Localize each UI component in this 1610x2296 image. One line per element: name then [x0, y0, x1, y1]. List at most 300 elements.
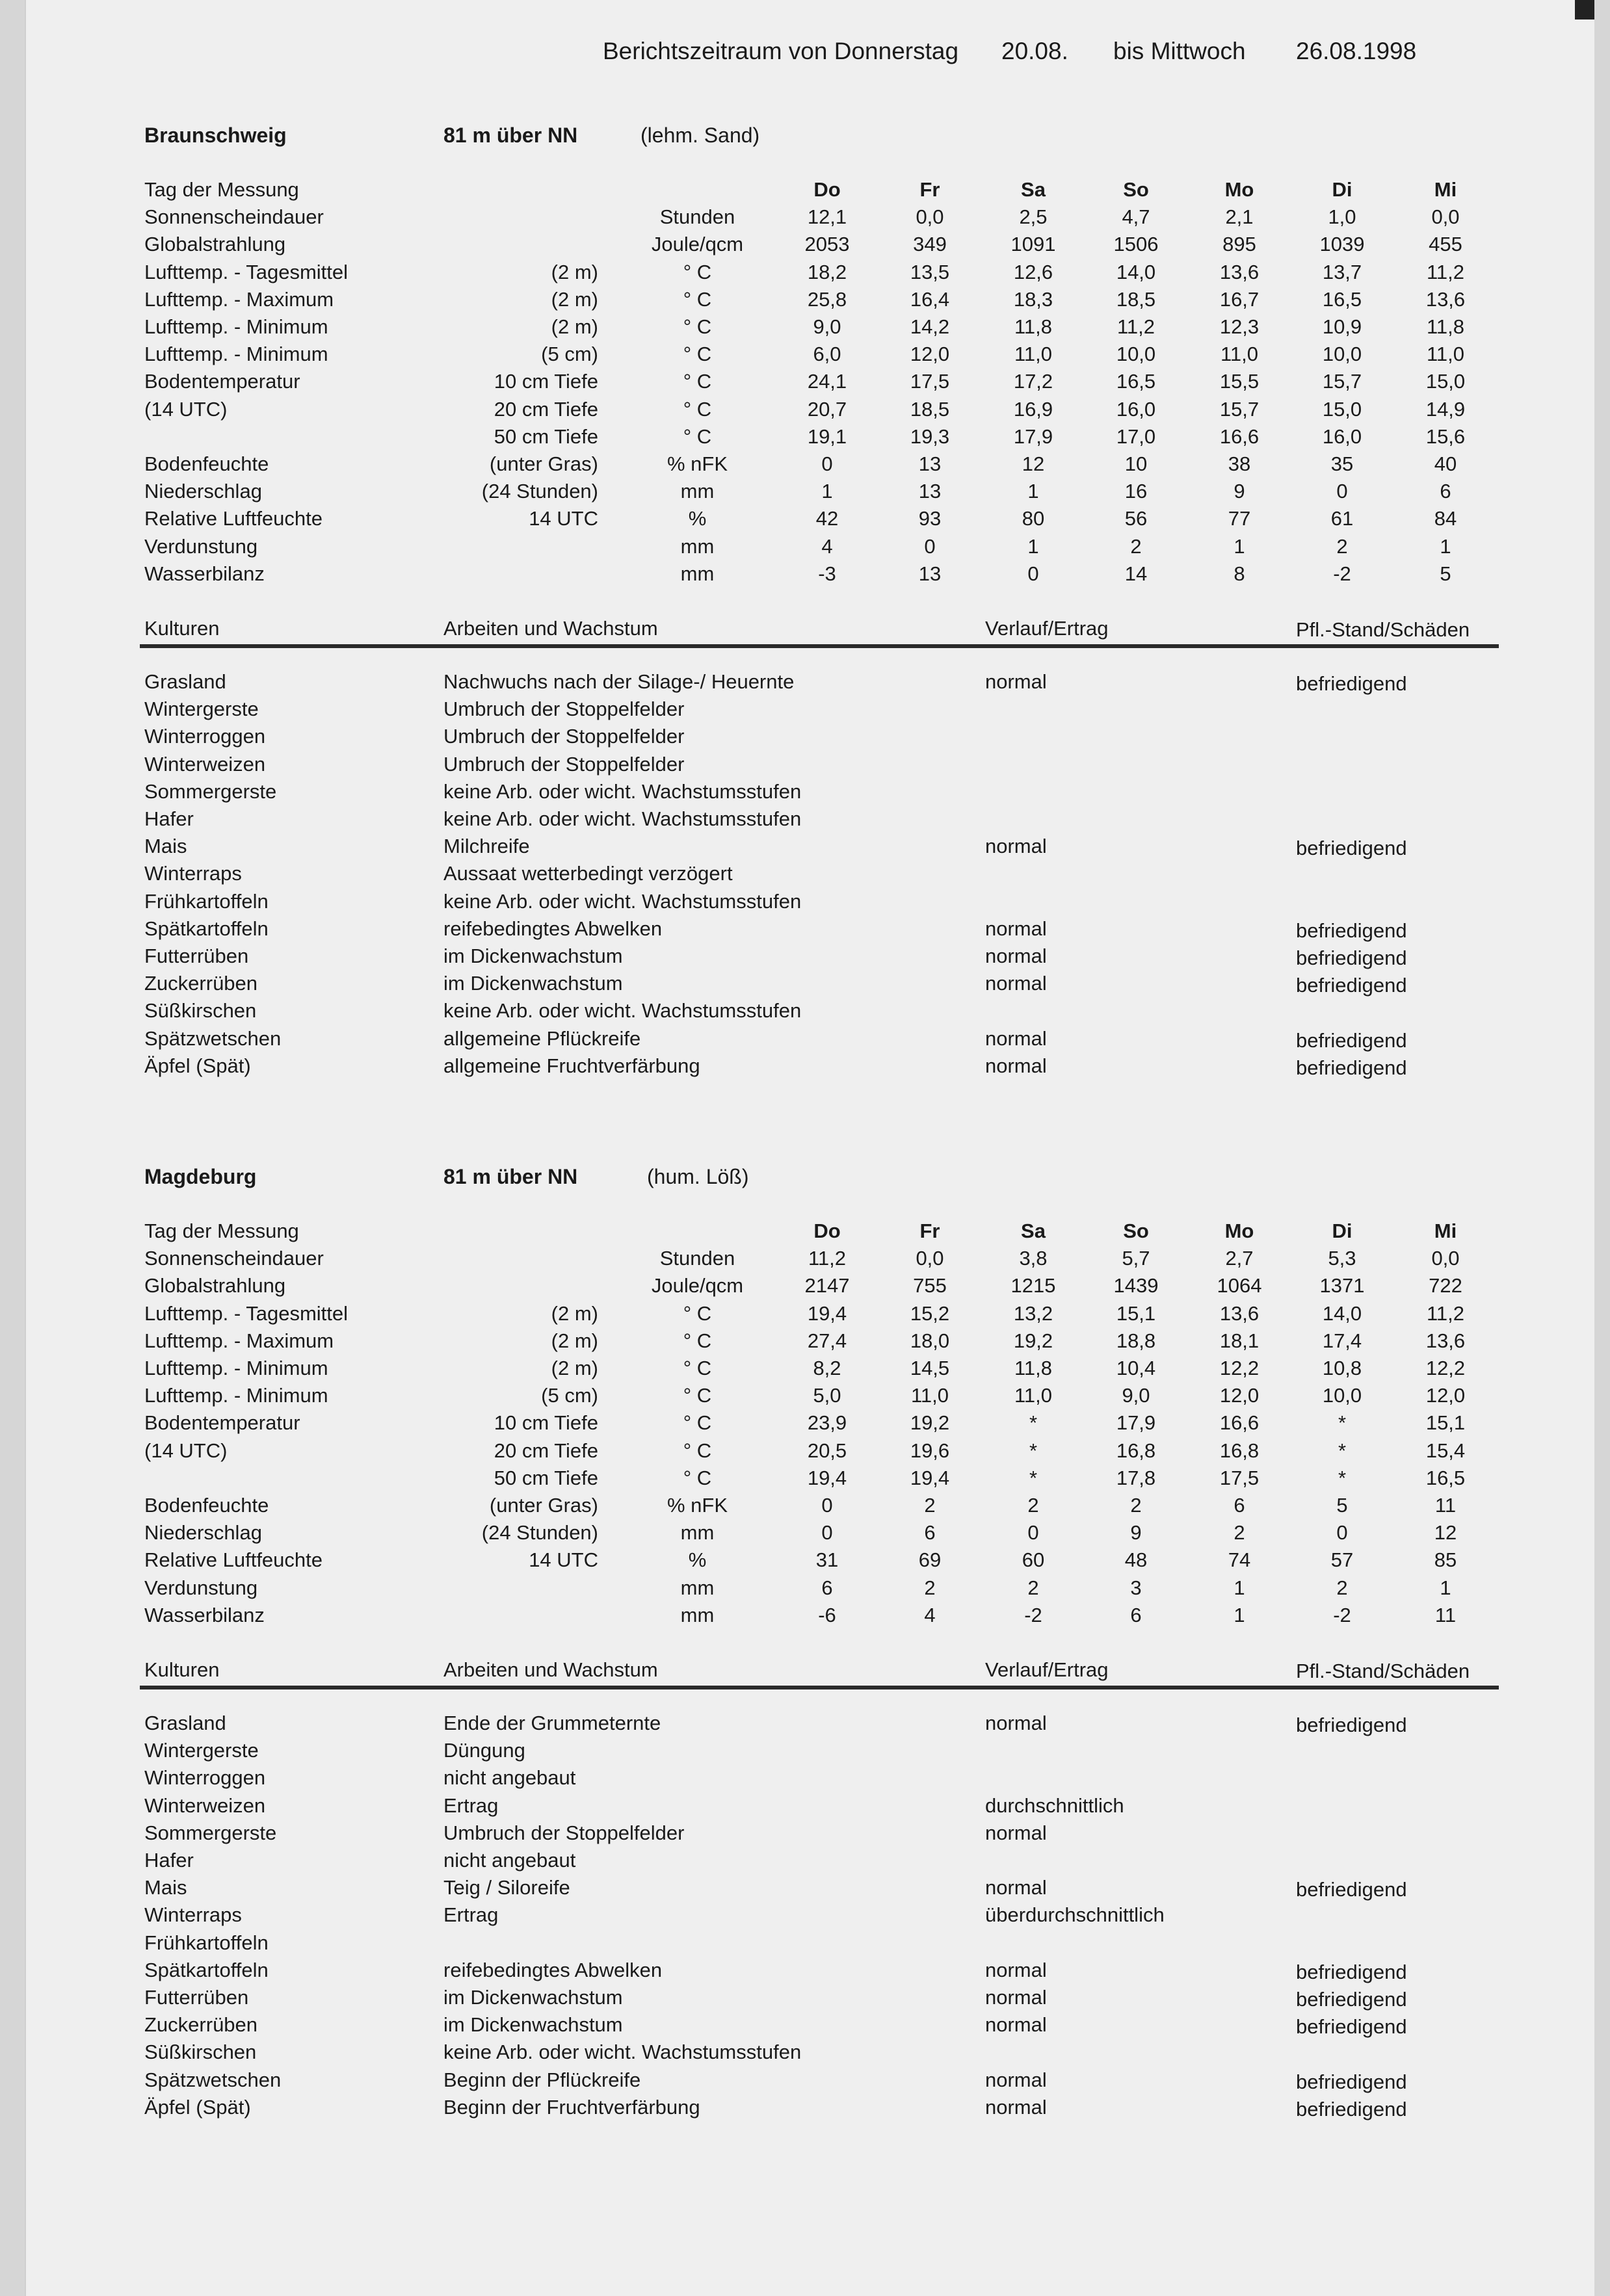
measurement-value: 12,0: [1425, 1384, 1466, 1407]
measurement-value: 16,6: [1219, 425, 1260, 448]
measurement-value: 19,4: [910, 1467, 950, 1489]
measurement-value: -3: [818, 562, 836, 585]
measurement-label: Niederschlag: [144, 1521, 262, 1544]
measurement-value: 60: [1022, 1548, 1045, 1571]
measurement-qualifier: (5 cm): [541, 1384, 598, 1407]
soil-type: (hum. Löß): [647, 1165, 749, 1188]
measurement-value: 1215: [1010, 1274, 1056, 1297]
measurement-row: [0, 261, 1610, 288]
measurement-row: [0, 398, 1610, 425]
crop-work: Ertrag: [443, 1794, 499, 1817]
measurement-value: 80: [1022, 507, 1045, 530]
measurement-value: 17,9: [1116, 1411, 1156, 1434]
measurement-unit: ° C: [683, 1411, 712, 1434]
measurement-unit: ° C: [683, 1302, 712, 1325]
measurement-row: [0, 425, 1610, 452]
measurement-value: 13: [918, 480, 942, 502]
measurement-value: 19,4: [807, 1302, 847, 1325]
measurement-value: 16,0: [1116, 398, 1156, 421]
measurement-value: 13,6: [1219, 261, 1260, 283]
measurement-value: 17,4: [1322, 1329, 1362, 1352]
crop-name: Frühkartoffeln: [144, 890, 269, 913]
measurement-qualifier: 20 cm Tiefe: [494, 1439, 598, 1462]
crop-name: Winterroggen: [144, 1766, 266, 1789]
crop-row: [0, 1986, 1610, 2013]
measurement-value: 0: [821, 1521, 833, 1544]
measurement-value: 18,1: [1219, 1329, 1260, 1352]
measurement-value: 85: [1434, 1548, 1457, 1571]
measurement-value: *: [1338, 1411, 1347, 1434]
measurement-row: [0, 507, 1610, 534]
measurement-value: 15,4: [1425, 1439, 1466, 1462]
measurement-value: 15,0: [1322, 398, 1362, 421]
measurement-value: 0: [821, 452, 833, 475]
measurement-value: 42: [815, 507, 839, 530]
station-elevation: 81 m über NN: [443, 124, 578, 147]
measurement-qualifier: (2 m): [551, 315, 598, 338]
measurement-value: 1,0: [1328, 205, 1356, 228]
measurement-unit: Joule/qcm: [651, 233, 744, 255]
measurement-qualifier: (5 cm): [541, 343, 598, 365]
measurement-label: Wasserbilanz: [144, 562, 265, 585]
crop-name: Äpfel (Spät): [144, 1054, 251, 1077]
crop-verlauf: durchschnittlich: [985, 1794, 1124, 1817]
measurement-value: 4: [924, 1604, 936, 1626]
measurement-value: 1: [1027, 535, 1039, 558]
measurement-value: 57: [1330, 1548, 1354, 1571]
scan-corner-mark: [1575, 0, 1594, 20]
measurement-row: [0, 205, 1610, 233]
measurement-value: 12,2: [1219, 1357, 1260, 1379]
crop-verlauf: normal: [985, 835, 1047, 857]
stand-col-header: Pfl.-Stand/Schäden: [1296, 1660, 1470, 1682]
crop-work: allgemeine Fruchtverfärbung: [443, 1054, 700, 1077]
crop-row: [0, 1849, 1610, 1876]
measurement-label: Lufttemp. - Tagesmittel: [144, 261, 349, 283]
measurement-value: 1: [1234, 535, 1245, 558]
measurement-value: 13: [918, 452, 942, 475]
measurement-value: 2: [924, 1494, 936, 1517]
measurement-value: 13,6: [1219, 1302, 1260, 1325]
measurement-value: 16,6: [1219, 1411, 1260, 1434]
measurement-value: *: [1338, 1467, 1347, 1489]
measurement-value: 11,0: [1220, 343, 1259, 365]
measurement-value: 11,0: [910, 1384, 949, 1407]
measurement-value: 755: [913, 1274, 947, 1297]
measurement-value: 16,7: [1219, 288, 1260, 311]
measurement-value: 17,5: [1219, 1467, 1260, 1489]
measurement-value: 2: [1130, 535, 1142, 558]
measurement-unit: % nFK: [666, 452, 728, 475]
measurement-value: 20,7: [807, 398, 847, 421]
crop-row: [0, 1712, 1610, 1739]
measurement-value: 14,5: [910, 1357, 950, 1379]
station-name: Magdeburg: [144, 1165, 257, 1188]
measurement-value: 349: [913, 233, 947, 255]
measurement-value: 2: [924, 1576, 936, 1599]
measurement-value: 15,2: [910, 1302, 950, 1325]
crop-verlauf: normal: [985, 2068, 1047, 2091]
crop-work: Ende der Grummeternte: [443, 1712, 661, 1734]
crop-name: Süßkirschen: [144, 2041, 257, 2063]
measurement-value: 40: [1434, 452, 1457, 475]
crop-verlauf: normal: [985, 1876, 1047, 1899]
measurement-value: 15,5: [1219, 370, 1260, 393]
measurement-unit: %: [688, 1548, 707, 1571]
measurement-unit: ° C: [683, 1467, 712, 1489]
measurement-value: 19,2: [910, 1411, 950, 1434]
measurement-label: Lufttemp. - Minimum: [144, 1384, 328, 1407]
measurement-value: 3,8: [1019, 1247, 1048, 1270]
measurement-value: 11,2: [1116, 315, 1155, 338]
crop-verlauf: normal: [985, 2013, 1047, 2036]
measurement-value: 15,1: [1425, 1411, 1466, 1434]
measurement-value: 10,4: [1116, 1357, 1156, 1379]
measurement-value: 77: [1228, 507, 1251, 530]
measurement-row: [0, 315, 1610, 343]
measurement-value: 69: [918, 1548, 942, 1571]
crop-row: [0, 780, 1610, 807]
measurement-value: 16: [1124, 480, 1148, 502]
measurement-value: 18,0: [910, 1329, 950, 1352]
measurement-label: Sonnenscheindauer: [144, 205, 324, 228]
measurement-value: 12,3: [1219, 315, 1260, 338]
measurement-qualifier: (unter Gras): [489, 1494, 598, 1517]
measurement-label: Lufttemp. - Maximum: [144, 288, 334, 311]
measurement-value: 14,9: [1425, 398, 1466, 421]
verlauf-col-header: Verlauf/Ertrag: [985, 617, 1109, 640]
measurement-label: Bodentemperatur: [144, 1411, 300, 1434]
measurement-value: 2,5: [1019, 205, 1048, 228]
measurement-row: [0, 1357, 1610, 1384]
measurement-value: 11,8: [1426, 315, 1465, 338]
measurement-unit: ° C: [683, 1439, 712, 1462]
measurement-value: 15,6: [1425, 425, 1466, 448]
measurement-unit: mm: [680, 535, 715, 558]
soil-type: (lehm. Sand): [640, 124, 760, 147]
measurement-value: 2: [1336, 535, 1348, 558]
crop-name: Hafer: [144, 1849, 194, 1872]
crop-name: Mais: [144, 835, 187, 857]
measurement-qualifier: (unter Gras): [489, 452, 598, 475]
measurement-value: -2: [1333, 562, 1351, 585]
period-start-date: 20.08.: [1001, 38, 1068, 64]
measurement-value: 74: [1228, 1548, 1251, 1571]
measurement-value: -6: [818, 1604, 836, 1626]
crop-row: [0, 1739, 1610, 1766]
measurement-value: 10,0: [1322, 343, 1362, 365]
crop-verlauf: normal: [985, 1027, 1047, 1050]
measurement-value: 5,7: [1122, 1247, 1150, 1270]
crop-row: [0, 1821, 1610, 1849]
measurement-unit: ° C: [683, 1357, 712, 1379]
measurement-value: 18,5: [1116, 288, 1156, 311]
crop-work: keine Arb. oder wicht. Wachstumsstufen: [443, 780, 802, 803]
measurement-row: [0, 1521, 1610, 1548]
crop-verlauf: normal: [985, 670, 1047, 693]
measurement-value: 5,0: [813, 1384, 841, 1407]
measurement-value: 16,5: [1425, 1467, 1466, 1489]
measurement-value: 38: [1228, 452, 1251, 475]
measurement-row: [0, 1274, 1610, 1301]
measurement-value: 2,1: [1225, 205, 1254, 228]
measurement-value: 20,5: [807, 1439, 847, 1462]
measurement-unit: ° C: [683, 1329, 712, 1352]
measurement-value: 2053: [804, 233, 850, 255]
crop-name: Winterweizen: [144, 1794, 266, 1817]
crop-name: Spätkartoffeln: [144, 1959, 269, 1981]
crop-work: allgemeine Pflückreife: [443, 1027, 641, 1050]
measurement-value: 10: [1124, 452, 1148, 475]
measurement-value: 8: [1234, 562, 1245, 585]
crop-row: [0, 1959, 1610, 1986]
measurement-value: 0: [1027, 1521, 1039, 1544]
measurement-row: [0, 1302, 1610, 1329]
measurement-label: (14 UTC): [144, 1439, 228, 1462]
measurement-value: 895: [1222, 233, 1256, 255]
measurement-value: 6,0: [813, 343, 841, 365]
crop-work: Teig / Siloreife: [443, 1876, 570, 1899]
measurement-unit: %: [688, 507, 707, 530]
measurement-value: 1371: [1319, 1274, 1365, 1297]
measurement-value: 6: [1130, 1604, 1142, 1626]
measurement-value: 15,7: [1322, 370, 1362, 393]
measurement-value: *: [1029, 1411, 1038, 1434]
measurement-value: 2: [1336, 1576, 1348, 1599]
measurement-value: 19,4: [807, 1467, 847, 1489]
measurement-value: 17,8: [1116, 1467, 1156, 1489]
measurement-value: 12,0: [910, 343, 950, 365]
crop-work: Beginn der Pflückreife: [443, 2068, 641, 2091]
crop-verlauf: normal: [985, 1712, 1047, 1734]
measurement-value: 11,8: [1014, 315, 1053, 338]
crop-work: Umbruch der Stoppelfelder: [443, 725, 685, 748]
measurement-value: 17,0: [1116, 425, 1156, 448]
measurement-unit: ° C: [683, 261, 712, 283]
crop-row: [0, 807, 1610, 835]
measurement-unit: mm: [680, 562, 715, 585]
crop-name: Süßkirschen: [144, 999, 257, 1022]
measurement-value: 12: [1022, 452, 1045, 475]
measurement-value: 16,0: [1322, 425, 1362, 448]
measurement-value: 2: [1027, 1576, 1039, 1599]
crop-name: Wintergerste: [144, 698, 259, 720]
arbeiten-col-header: Arbeiten und Wachstum: [443, 1658, 658, 1681]
crop-row: [0, 2041, 1610, 2068]
crop-stand: befriedigend: [1296, 974, 1407, 997]
measurement-unit: ° C: [683, 315, 712, 338]
measurement-value: 455: [1429, 233, 1462, 255]
measurement-row: [0, 1576, 1610, 1604]
crop-name: Grasland: [144, 670, 226, 693]
crop-row: [0, 725, 1610, 752]
day-header-cell: Mi: [1434, 178, 1457, 201]
measurement-value: 1: [821, 480, 833, 502]
measurement-value: 2: [1027, 1494, 1039, 1517]
crop-work: nicht angebaut: [443, 1766, 576, 1789]
measurement-value: 13,6: [1425, 288, 1466, 311]
measurement-value: 17,9: [1013, 425, 1053, 448]
measurement-unit: Stunden: [659, 1247, 735, 1270]
crop-name: Äpfel (Spät): [144, 2096, 251, 2119]
measurement-value: 10,9: [1322, 315, 1362, 338]
kulturen-header: [0, 617, 1610, 644]
measurement-row: [0, 1467, 1610, 1494]
measurement-value: 2: [1130, 1494, 1142, 1517]
crop-row: [0, 999, 1610, 1026]
measurement-unit: % nFK: [666, 1494, 728, 1517]
measurement-qualifier: 20 cm Tiefe: [494, 398, 598, 421]
measurement-value: 84: [1434, 507, 1457, 530]
crop-row: [0, 1794, 1610, 1821]
measurement-value: 18,3: [1013, 288, 1053, 311]
measurement-value: 11,2: [1426, 261, 1465, 283]
measurement-value: 1039: [1319, 233, 1365, 255]
crop-work: keine Arb. oder wicht. Wachstumsstufen: [443, 999, 802, 1022]
day-header-row: [0, 178, 1610, 205]
measurement-label: Verdunstung: [144, 535, 258, 558]
measurement-value: 0,0: [1431, 1247, 1460, 1270]
crop-work: Düngung: [443, 1739, 525, 1762]
measurement-value: 1: [1440, 535, 1451, 558]
measurement-value: 14: [1124, 562, 1148, 585]
measurement-value: 13,7: [1322, 261, 1362, 283]
measurement-value: 10,0: [1322, 1384, 1362, 1407]
measurement-value: 0: [1336, 1521, 1348, 1544]
crop-verlauf: überdurchschnittlich: [985, 1903, 1165, 1926]
day-header-cell: Mi: [1434, 1220, 1457, 1242]
measurement-qualifier: 50 cm Tiefe: [494, 425, 598, 448]
crop-name: Frühkartoffeln: [144, 1931, 269, 1954]
crop-verlauf: normal: [985, 917, 1047, 940]
measurement-row: [0, 1411, 1610, 1439]
crop-name: Hafer: [144, 807, 194, 830]
kulturen-header: [0, 1658, 1610, 1686]
measurement-row: [0, 370, 1610, 397]
measurement-value: 11: [1434, 1604, 1457, 1626]
measurement-qualifier: 10 cm Tiefe: [494, 1411, 598, 1434]
measurement-value: 93: [918, 507, 942, 530]
crop-work: im Dickenwachstum: [443, 1986, 623, 2009]
measurement-value: 4,7: [1122, 205, 1150, 228]
crop-stand: befriedigend: [1296, 1961, 1407, 1983]
crop-row: [0, 753, 1610, 780]
measurement-unit: ° C: [683, 288, 712, 311]
station-name: Braunschweig: [144, 124, 287, 147]
day-header-cell: Fr: [919, 1220, 940, 1242]
crop-work: im Dickenwachstum: [443, 945, 623, 967]
measurement-value: 2: [1234, 1521, 1245, 1544]
measurement-value: 11,8: [1014, 1357, 1053, 1379]
crop-work: keine Arb. oder wicht. Wachstumsstufen: [443, 2041, 802, 2063]
crop-verlauf: normal: [985, 945, 1047, 967]
crop-row: [0, 2068, 1610, 2096]
measurement-value: 19,3: [910, 425, 950, 448]
station-elevation: 81 m über NN: [443, 1165, 578, 1188]
measurement-value: 9,0: [1122, 1384, 1150, 1407]
crop-verlauf: normal: [985, 972, 1047, 995]
crop-name: Winterraps: [144, 862, 242, 885]
measurement-qualifier: (2 m): [551, 1329, 598, 1352]
measurement-row: [0, 288, 1610, 315]
measurement-value: 11,0: [1426, 343, 1465, 365]
measurement-value: 11: [1434, 1494, 1457, 1517]
measurement-value: 12,6: [1013, 261, 1053, 283]
measurement-row: [0, 562, 1610, 590]
measurement-row: [0, 452, 1610, 480]
period-mid: bis Mittwoch: [1113, 38, 1246, 64]
day-header-cell: Sa: [1021, 1220, 1046, 1242]
measurement-value: 0: [1336, 480, 1348, 502]
crop-row: [0, 1876, 1610, 1903]
measurement-value: 14,2: [910, 315, 950, 338]
measurement-row: [0, 535, 1610, 562]
measurement-value: 19,6: [910, 1439, 950, 1462]
measurement-label: Bodentemperatur: [144, 370, 300, 393]
crop-stand: befriedigend: [1296, 1714, 1407, 1736]
measurement-value: 11,2: [808, 1247, 847, 1270]
measurement-qualifier: 10 cm Tiefe: [494, 370, 598, 393]
crop-row: [0, 670, 1610, 698]
measurement-value: 16,4: [910, 288, 950, 311]
measurement-value: 5: [1440, 562, 1451, 585]
measurement-value: 18,5: [910, 398, 950, 421]
crop-work: Beginn der Fruchtverfärbung: [443, 2096, 700, 2119]
measurement-value: 16,5: [1322, 288, 1362, 311]
measurement-value: 12,1: [807, 205, 847, 228]
crop-stand: befriedigend: [1296, 837, 1407, 859]
measurement-value: 2147: [804, 1274, 850, 1297]
measurement-value: 13,6: [1425, 1329, 1466, 1352]
measurement-value: 17,5: [910, 370, 950, 393]
day-header-cell: So: [1123, 1220, 1149, 1242]
measurement-value: 27,4: [807, 1329, 847, 1352]
kulturen-divider: [140, 644, 1499, 648]
measurement-row: [0, 1439, 1610, 1467]
measurement-qualifier: (2 m): [551, 1302, 598, 1325]
measurement-label: Lufttemp. - Minimum: [144, 315, 328, 338]
day-header-cell: Sa: [1021, 178, 1046, 201]
measurement-value: 35: [1330, 452, 1354, 475]
measurement-label: Globalstrahlung: [144, 233, 286, 255]
crop-verlauf: normal: [985, 1054, 1047, 1077]
measurement-value: 13: [918, 562, 942, 585]
measurement-label: (14 UTC): [144, 398, 228, 421]
measurement-value: 25,8: [807, 288, 847, 311]
measurement-value: 16,8: [1219, 1439, 1260, 1462]
measurement-value: 13,5: [910, 261, 950, 283]
measurement-qualifier: (2 m): [551, 288, 598, 311]
crop-verlauf: normal: [985, 1959, 1047, 1981]
day-header-cell: Do: [813, 178, 841, 201]
measurement-value: *: [1029, 1439, 1038, 1462]
measurement-row: [0, 1548, 1610, 1576]
day-header-row: [0, 1220, 1610, 1247]
measurement-value: 24,1: [807, 370, 847, 393]
crop-stand: befriedigend: [1296, 1056, 1407, 1079]
measurement-value: 11,0: [1014, 1384, 1053, 1407]
measurement-value: 17,2: [1013, 370, 1053, 393]
measurement-value: 16,5: [1116, 370, 1156, 393]
measurement-label: Lufttemp. - Minimum: [144, 1357, 328, 1379]
measurement-label: Lufttemp. - Maximum: [144, 1329, 334, 1352]
station-header: [0, 1165, 1610, 1197]
measurement-value: 8,2: [813, 1357, 841, 1379]
measurement-value: 15,0: [1425, 370, 1466, 393]
measurement-row: [0, 1384, 1610, 1411]
measurement-value: 16,8: [1116, 1439, 1156, 1462]
measurement-value: 31: [815, 1548, 839, 1571]
